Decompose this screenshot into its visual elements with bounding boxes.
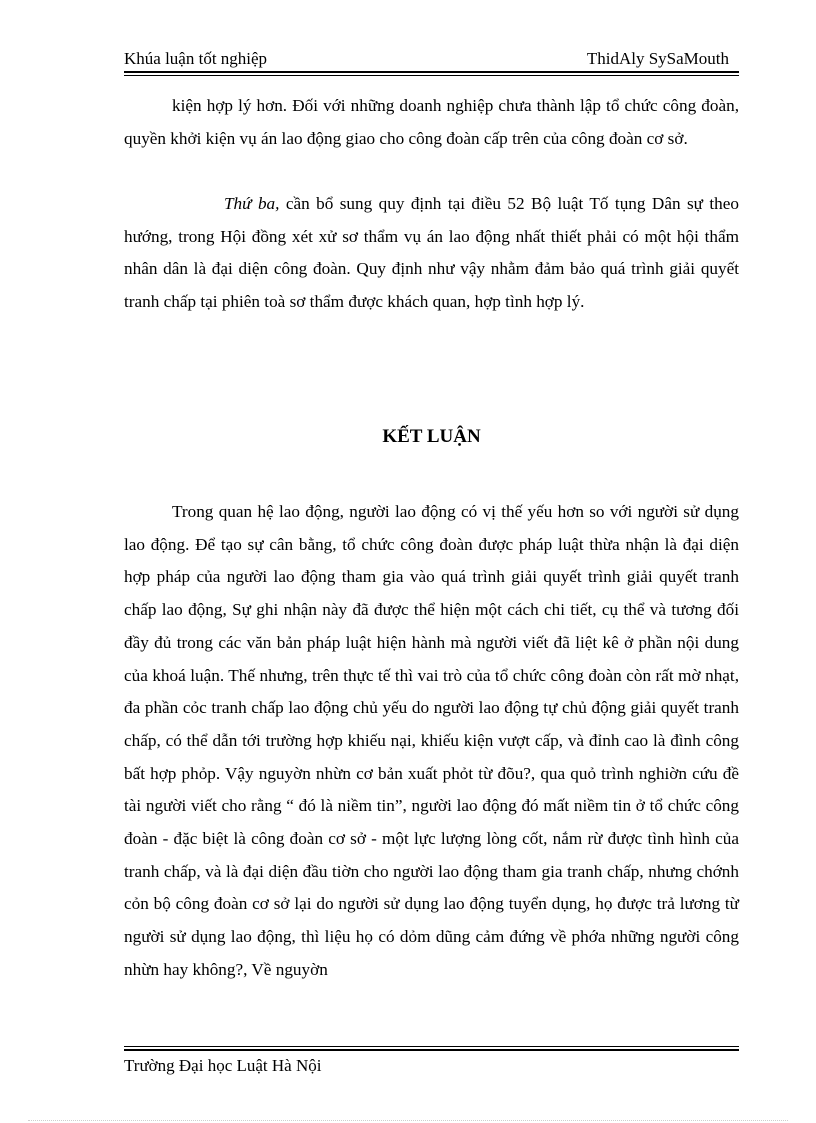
paragraph-3: Trong quan hệ lao động, người lao động có vị thế yếu hơn so với người sử dụng lao động. Để tạo sự cân bằng, tổ chức công đoàn được pháp luật thừa nhận là đại diện hợp pháp của người lao động tham gia vào quá trình giải quyết trình giải quyết tranh chấp lao động, Sự ghi nhận này đã được thể hiện một cách chi tiết, cụ thể và tương đối đầy đủ trong các văn bản pháp luật hiện hành mà người viết đã liệt kê ở phần nội dung của khoá luận. Thế nhưng, trên thực tế thì vai trò của tổ chức công đoàn còn rất mờ nhạt, đa phần cỏc tranh chấp lao động chủ yếu do người lao động tự chủ động giải quyết tranh chấp, có thể dẫn tới trường hợp khiếu nại, khiếu kiện vượt cấp, và đỉnh cao là đình công bất hợp phỏp. Vậy nguyờn nhừn cơ bản xuất phỏt từ đõu?, qua quỏ trình nghiờn cứu đề tài người viết cho rằng “ đó là niềm tin”, người lao động đó mất niềm tin ở tổ chức công đoàn - đặc biệt là công đoàn cơ sở - một lực lượng lòng cốt, nắm rừ được tình hình của tranh chấp, và là đại diện đầu tiờn cho người lao động tham gia tranh chấp, nhưng chớnh cỏn bộ công đoàn cơ sở lại do người sử dụng lao động tuyển dụng, họ được trả lương từ người sử dụng lao động, thì liệu họ có dỏm dũng cảm đứng về phớa những người công nhừn hay không?, Về nguyờn xyxy=(124,502,739,979)
section-title: KẾT LUẬN xyxy=(382,426,481,447)
footer-rule xyxy=(124,1049,739,1051)
page-header xyxy=(124,48,739,70)
header-rule xyxy=(124,71,739,73)
header-rule-thin xyxy=(124,75,739,76)
footer-university: Trường Đại học Luật Hà Nội xyxy=(124,1056,322,1075)
paragraph-2-lead: Thứ ba, xyxy=(224,194,280,213)
header-thesis-label: Khúa luận tốt nghiệp xyxy=(124,49,268,68)
footer-rule-thin xyxy=(124,1046,739,1047)
paragraph-1: kiện hợp lý hơn. Đối với những doanh nghiệp chưa thành lập tổ chức công đoàn, quyền khởi kiện vụ án lao động giao cho công đoàn cấp trên của công đoàn cơ sở. xyxy=(124,96,739,148)
page-bottom-dotted-line xyxy=(28,1120,788,1121)
paragraph-2-text: cần bổ sung quy định tại điều 52 Bộ luật Tố tụng Dân sự theo hướng, trong Hội đồng xét xử sơ thẩm vụ án lao động nhất thiết phải có một hội thẩm nhân dân là đại diện công đoàn. Quy định như vậy nhằm đảm bảo quá trình giải quyết tranh chấp tại phiên toà sơ thẩm được khách quan, hợp tình hợp lý. xyxy=(124,194,739,312)
paragraph-2 xyxy=(124,188,739,319)
header-author-name: ThidAly SySaMouth xyxy=(586,49,729,68)
